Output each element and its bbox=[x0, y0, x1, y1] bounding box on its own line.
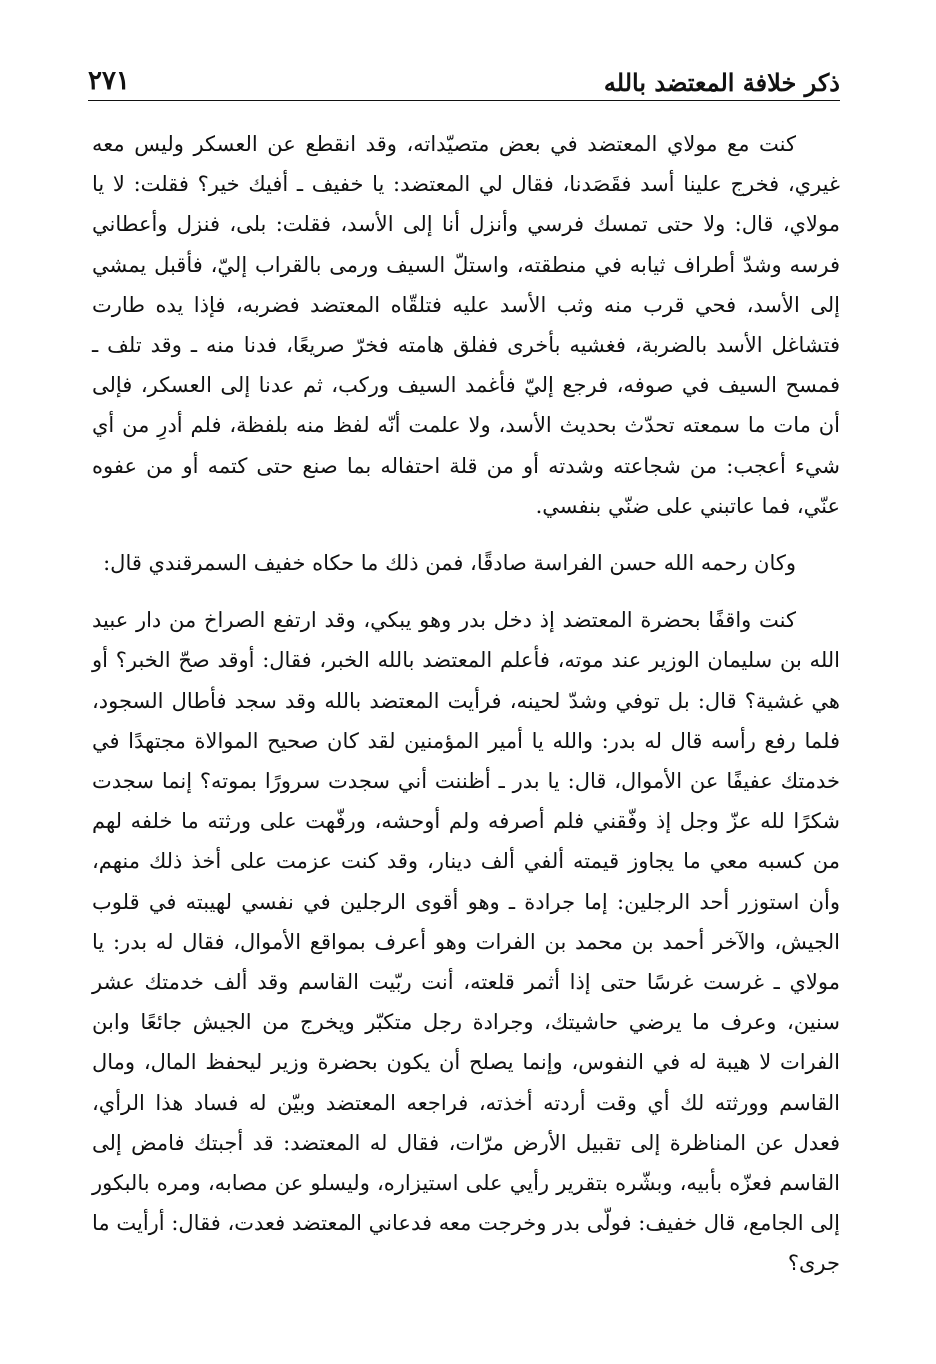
header-divider bbox=[88, 100, 840, 101]
paragraph-firasa-intro: وكان رحمه الله حسن الفراسة صادقًا، فمن ذلك ما حكاه خفيف السمرقندي قال: bbox=[103, 551, 796, 576]
paragraph-lion-story: كنت مع مولاي المعتضد في بعض متصيّداته، وقد انقطع عن العسكر وليس معه غيري، فخرج علينا أسد فقَصَدنا، فقال لي المعتضد: يا خفيف ـ أفيك خير؟ فقلت: لا يا مولاي، قال: ولا حتى تمسك فرسي وأنزل أنا إلى الأسد، فقلت: بلى، فنزل وأعطاني فرسه وشدّ أطراف ثيابه في منطقته، واستلّ السيف ورمى بالقراب إليّ، فأقبل يمشي إلى الأسد، فحي قرب منه وثب الأسد عليه فتلقّاه المعتضد فضربه، فإذا يده طارت فتشاغل الأسد بالضربة، فغشيه بأخرى ففلق هامته فخرّ صريعًا، فدنا منه ـ وقد تلف ـ فمسح السيف في صوفه، فرجع إليّ فأغمد السيف وركب، ثم عدنا إلى العسكر، فإلى أن مات ما سمعته تحدّث بحديث الأسد، ولا علمت أنّه لفظ منه بلفظة، فلم أدرِ من أي شيء أعجب: من شجاعته وشدته أو من قلة احتفاله بما صنع حتى كتمه أو من عفوه عنّي، فما عاتبني على ضنّي بنفسي. bbox=[92, 132, 840, 518]
page-number: ٢٧١ bbox=[88, 66, 130, 96]
paragraph-vizier-story: كنت واقفًا بحضرة المعتضد إذ دخل بدر وهو يبكي، وقد ارتفع الصراخ من دار عبيد الله بن سليمان الوزير عند موته، فأعلم المعتضد بالله الخبر، فقال: أوقد صحّ الخبر؟ أو هي غشية؟ قال: بل توفي وشدّ لحينه، فرأيت المعتضد بالله وقد سجد فأطال السجود، فلما رفع رأسه قال له بدر: والله يا أمير المؤمنين لقد كان صحيح الموالاة مجتهدًا في خدمتك عفيفًا عن الأموال، قال: يا بدر ـ أظننت أني سجدت سرورًا بموته؟ إنما سجدت شكرًا لله عزّ وجل إذ وفّقني فلم أصرفه ولم أوحشه، ورفّهت على ورثته ما خلفه لهم من كسبه معي ما يجاوز قيمته ألفي ألف دينار، وقد كنت عزمت على أخذ ذلك منهم، وأن استوزر أحد الرجلين: إما جرادة ـ وهو أقوى الرجلين في نفسي لهيبته في قلوب الجيش، والآخر أحمد بن محمد بن الفرات وهو أعرف بمواقع الأموال، فقال له بدر: يا مولاي ـ غرست غرسًا حتى إذا أثمر قلعته، أنت ربّيت القاسم وقد ألف خدمتك عشر سنين، وعرف ما يرضي حاشيتك، وجرادة رجل متكبّر ويخرج من الجيش جائعًا وابن الفرات لا هيبة له في النفوس، وإنما يصلح أن يكون بحضرة وزير ليحفظ المال، ومال القاسم وورثته لك أي وقت أردته أخذته، فراجعه المعتضد وبيّن له فساد هذا الرأي، فعدل عن المناظرة إلى تقبيل الأرض مرّات، فقال له المعتضد: قد أجبتك فامض إلى القاسم فعزّه بأبيه، وبشّره بتقرير رأيي على استيزاره، وليسلو عن مصابه، ومره بالبكور إلى الجامع، قال خفيف: فولّى بدر وخرجت معه فدعاني المعتضد فعدت، فقال: أرأيت ما جرى؟ bbox=[92, 608, 840, 1276]
body-text bbox=[92, 124, 840, 1284]
page-header bbox=[88, 62, 840, 102]
running-title: ذكر خلافة المعتضد بالله bbox=[603, 68, 840, 97]
